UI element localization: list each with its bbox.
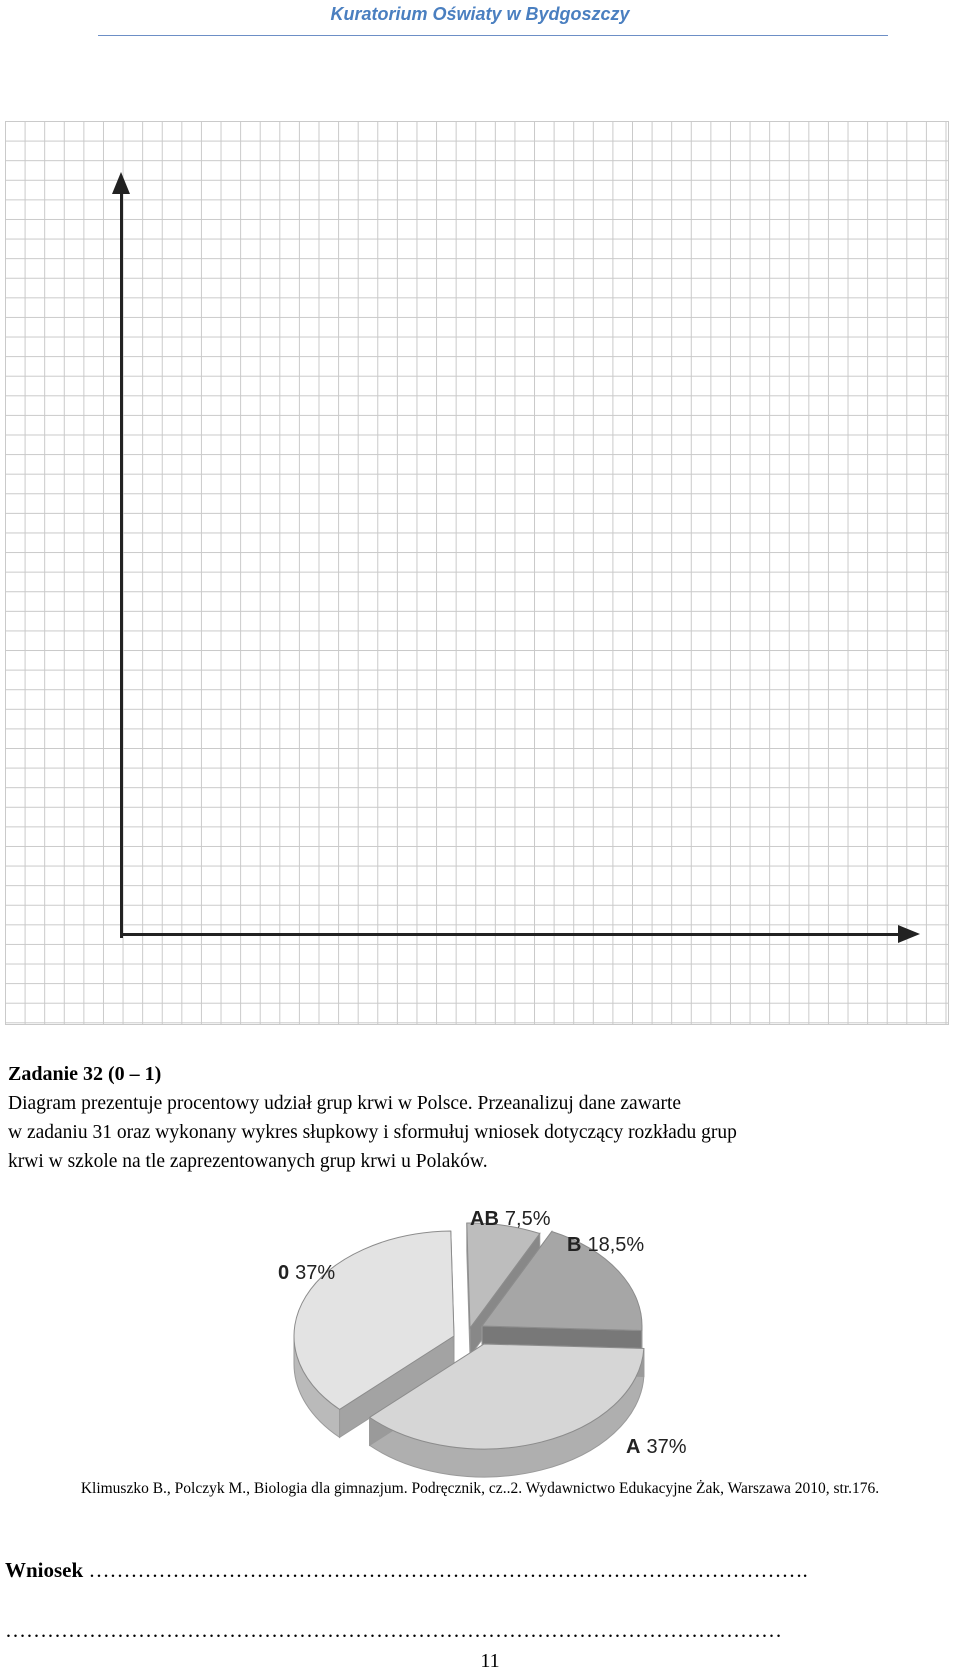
task-line-3: krwi w szkole na tle zaprezentowanych grup krwi u Polaków. [8,1151,488,1172]
label-a [626,1436,686,1459]
label-a-value: 37% [646,1436,687,1458]
header-title: Kuratorium Oświaty w Bydgoszczy [330,4,630,24]
answer-dots-2: ………………………………………………………………………………………………… [5,1618,782,1642]
task-line-2: w zadaniu 31 oraz wykonany wykres słupkowy i sformułuj wniosek dotyczący rozkładu grup [8,1122,737,1143]
label-ab [470,1208,550,1231]
label-a-name: A [626,1436,641,1458]
task-line-1: Diagram prezentuje procentowy udział grup krwi w Polsce. Przeanalizuj dane zawarte [8,1093,682,1114]
label-0 [278,1262,335,1285]
conclusion-line-2[interactable] [5,1618,955,1643]
page-header [0,0,960,40]
label-0-value: 37% [295,1262,336,1284]
answer-dots-1: …………………………………………………………………………………………. [88,1558,808,1582]
source-citation: Klimuszko B., Polczyk M., Biologia dla gimnazjum. Podręcznik, cz..2. Wydawnictwo Edukacyjne Żak, Warszawa 2010, str.176. [80,1480,880,1497]
label-0-name: 0 [278,1262,290,1284]
label-b [567,1234,644,1257]
label-ab-value: 7,5% [504,1208,551,1230]
task-32 [8,1060,953,1176]
label-b-value: 18,5% [587,1234,645,1256]
label-ab-name: AB [470,1208,499,1230]
task-title: Zadanie 32 (0 – 1) [8,1063,162,1085]
label-b-name: B [567,1234,582,1256]
y-axis [120,180,123,938]
x-axis [122,933,902,936]
x-axis-arrow-icon [898,925,920,943]
page-number: 11 [480,1650,500,1672]
header-rule [98,35,888,36]
conclusion-line-1[interactable] [5,1558,955,1583]
conclusion-label: Wniosek [5,1558,84,1582]
y-axis-arrow-icon [112,172,130,194]
blank-graph-grid[interactable] [5,121,949,1025]
